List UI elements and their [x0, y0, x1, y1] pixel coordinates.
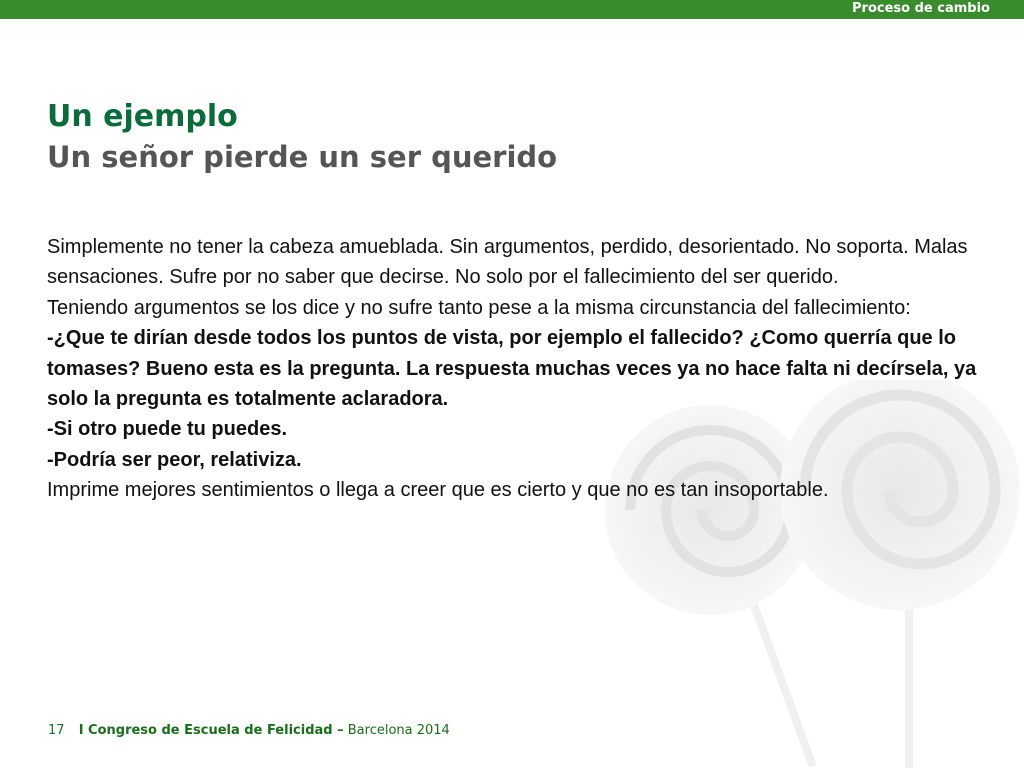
- bold-paragraph: -¿Que te dirían desde todos los puntos de vista, por ejemplo el fallecido? ¿Como querría que lo tomases? Bueno esta es la pregunta. La respuesta muchas veces ya no hace falta ni decírsela, ya solo la pregunta es totalmente aclaradora.: [47, 327, 977, 411]
- footer: [48, 723, 450, 738]
- paragraph: Teniendo argumentos se los dice y no sufre tanto pese a la misma circunstancia del fallecimiento:: [47, 296, 911, 319]
- paragraph: Imprime mejores sentimientos o llega a creer que es cierto y que no es tan insoportable.: [47, 479, 829, 502]
- event-name: I Congreso de Escuela de Felicidad –: [78, 723, 344, 738]
- paragraph: Simplemente no tener la cabeza amueblada. Sin argumentos, perdido, desorientado. No soporta. Malas sensaciones. Sufre por no saber que decirse. No solo por el fallecimiento del ser querido.: [47, 236, 968, 289]
- bold-paragraph: -Podría ser peor, relativiza.: [47, 448, 302, 471]
- bold-paragraph: -Si otro puede tu puedes.: [47, 418, 288, 441]
- header-bar: [0, 0, 1024, 19]
- slide-subtitle: Un señor pierde un ser querido: [47, 140, 558, 174]
- section-label: Proceso de cambio: [852, 1, 990, 16]
- slide-number: 17: [48, 723, 65, 738]
- slide-body: [47, 232, 987, 506]
- slide-title: Un ejemplo: [47, 99, 238, 134]
- event-place: Barcelona 2014: [347, 723, 450, 738]
